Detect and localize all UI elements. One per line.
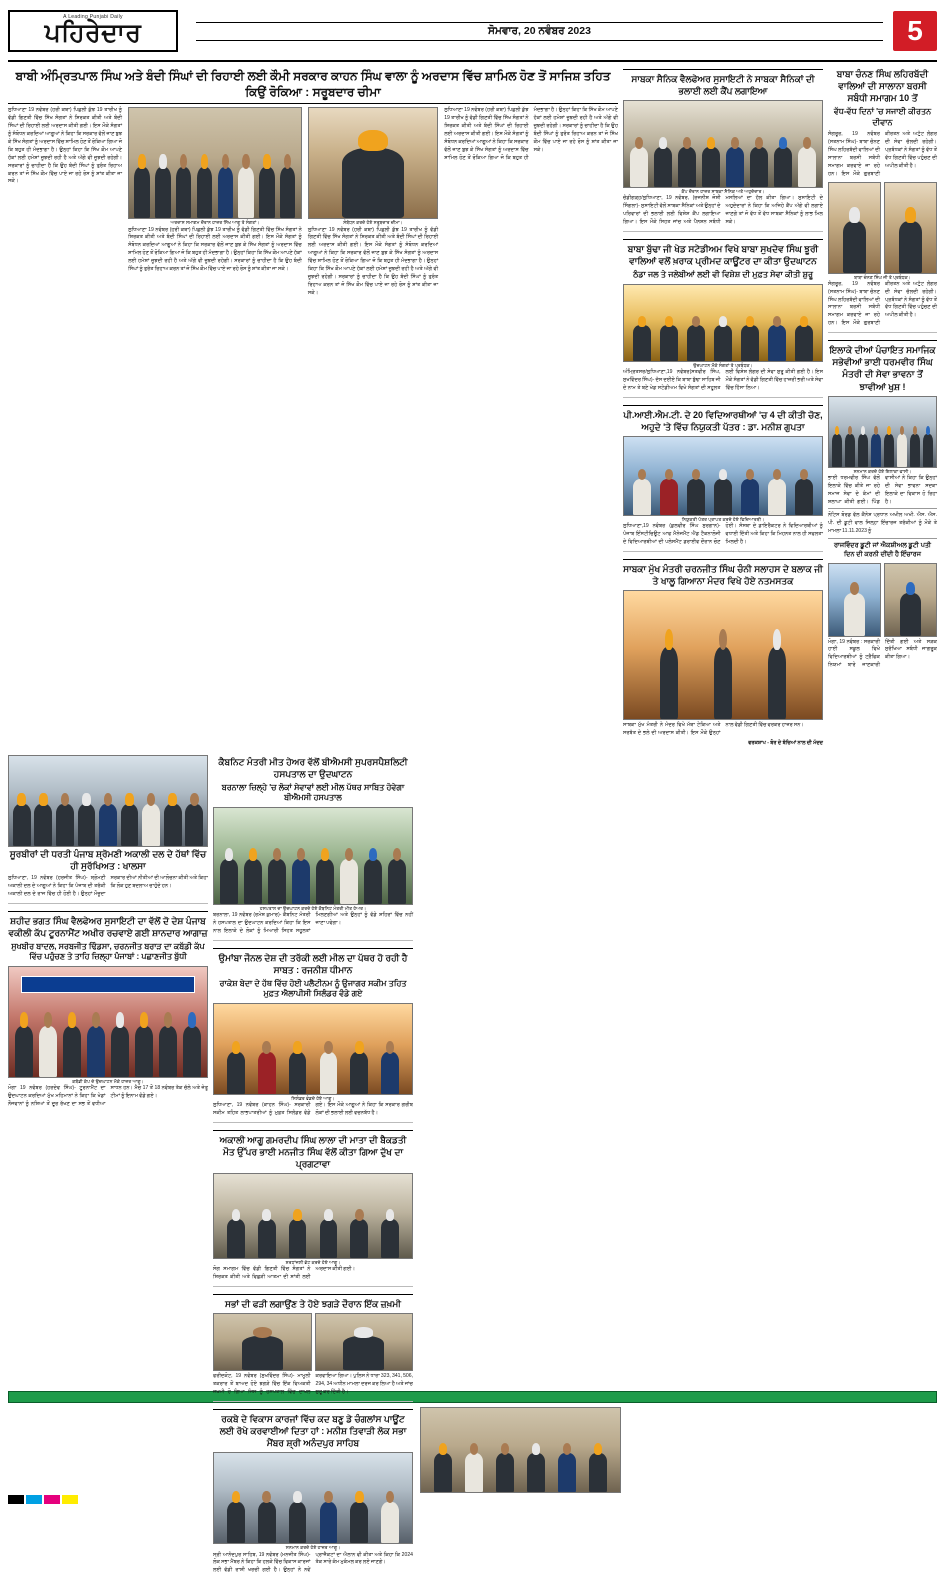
photo-caption: ਉਦਘਾਟਨ ਮੌਕੇ ਸੰਗਤਾਂ ਤੇ ਪ੍ਰਬੰਧਕ।: [693, 362, 753, 368]
logo-wordmark: ਪਹਿਰੇਦਾਰ: [44, 19, 142, 48]
photo-caption: ਹਸਪਤਾਲ ਦਾ ਉਦਘਾਟਨ ਕਰਦੇ ਹੋਏ ਕੈਬਨਿਟ ਮੰਤਰੀ ਮੀਤ ਹੇਅਰ।: [259, 905, 367, 911]
photo-caption: ਸ਼ਰਧਾਂਜਲੀ ਭੇਟ ਕਰਦੇ ਹੋਏ ਆਗੂ।: [285, 1260, 341, 1266]
article-body: ਭਾਈ ਧਰਮਵੀਰ ਸਿੰਘ ਵੱਲੋਂ ਇਲਾਕੇ ਵਿੱਚ ਕੀਤੇ ਜਾ ਰਹੇ ਸਮਾਜ ਸੇਵਾ ਦੇ ਕੰਮਾਂ ਦੀ ਸ਼ਲਾਘਾ ਕੀਤੀ ਗਈ। ਪਿੰਡ ਵਾਸੀਆਂ ਨੇ ਕਿਹਾ ਕਿ ਉਨ੍ਹਾਂ ਦੀ ਸੇਵਾ ਭਾਵਨਾ ਸਦਕਾ ਇਲਾਕੇ ਦਾ ਵਿਕਾਸ ਹੋ ਰਿਹਾ ਹੈ।: [828, 474, 937, 505]
lead-photo-1: [128, 107, 302, 219]
article-body: ਬਰਨਾਲਾ, 19 ਨਵੰਬਰ (ਰਮੇਸ਼ ਕੁਮਾਰ)- ਕੈਬਨਿਟ ਮੰਤਰੀ ਨੇ ਹਸਪਤਾਲ ਦਾ ਉਦਘਾਟਨ ਕਰਦਿਆਂ ਕਿਹਾ ਕਿ ਇਸ ਨਾਲ ਇਲਾਕੇ ਦੇ ਲੋਕਾਂ ਨੂੰ ਮਿਆਰੀ ਸਿਹਤ ਸਹੂਲਤਾਂ ਮਿਲਣਗੀਆਂ ਅਤੇ ਉਨ੍ਹਾਂ ਨੂੰ ਵੱਡੇ ਸ਼ਹਿਰਾਂ ਵਿੱਚ ਨਹੀਂ ਜਾਣਾ ਪਵੇਗਾ।: [213, 912, 413, 934]
photo-caption: ਬਾਬਾ ਚੰਨਣ ਸਿੰਘ ਜੀ ਤੇ ਪ੍ਰਬੰਧਕ।: [854, 274, 911, 280]
article-subheadline: ਵੱਧ-ਵੱਧ ਦਿਨਾਂ 'ਚ ਸਜਾਈ ਕੀਰਤਨ ਦੀਵਾਨ: [833, 107, 932, 127]
article-body-cont: ਸੰਗਰੂਰ, 19 ਨਵੰਬਰ (ਸਤਨਾਮ ਸਿੰਘ)- ਬਾਬਾ ਚੰਨਣ ਸਿੰਘ ਲਹਿਰਬੱਦੀ ਵਾਲਿਆਂ ਦੀ ਸਾਲਾਨਾ ਬਰਸੀ ਸਬੰਧੀ ਸਮਾਗਮ ਕਰਵਾਏ ਜਾ ਰਹੇ ਹਨ। ਇਸ ਮੌਕੇ ਗੁਰਬਾਣੀ ਕੀਰਤਨ ਅਤੇ ਅਟੁੱਟ ਲੰਗਰ ਦੀ ਸੇਵਾ ਚੱਲਦੀ ਰਹੇਗੀ। ਪ੍ਰਬੰਧਕਾਂ ਨੇ ਸੰਗਤਾਂ ਨੂੰ ਵੱਧ ਤੋਂ ਵੱਧ ਗਿਣਤੀ ਵਿੱਚ ਪਹੁੰਚਣ ਦੀ ਅਪੀਲ ਕੀਤੀ ਹੈ।: [828, 280, 937, 327]
article-photo: [623, 590, 823, 720]
article-body: ਸਾਬਕਾ ਮੁੱਖ ਮੰਤਰੀ ਨੇ ਮੰਦਰ ਵਿਖੇ ਮੱਥਾ ਟੇਕਿਆ ਅਤੇ ਸਰਬੱਤ ਦੇ ਭਲੇ ਦੀ ਅਰਦਾਸ ਕੀਤੀ। ਇਸ ਮੌਕੇ ਉਨ੍ਹਾਂ ਨਾਲ ਵੱਡੀ ਗਿਣਤੀ ਵਿੱਚ ਵਰਕਰ ਹਾਜ਼ਰ ਸਨ।: [623, 721, 804, 736]
article-body: ਸੰਗਰੂਰ, 19 ਨਵੰਬਰ (ਸਤਨਾਮ ਸਿੰਘ)- ਬਾਬਾ ਚੰਨਣ ਸਿੰਘ ਲਹਿਰਬੱਦੀ ਵਾਲਿਆਂ ਦੀ ਸਾਲਾਨਾ ਬਰਸੀ ਸਬੰਧੀ ਸਮਾਗਮ ਕਰਵਾਏ ਜਾ ਰਹੇ ਹਨ। ਇਸ ਮੌਕੇ ਗੁਰਬਾਣੀ ਕੀਰਤਨ ਅਤੇ ਅਟੁੱਟ ਲੰਗਰ ਦੀ ਸੇਵਾ ਚੱਲਦੀ ਰਹੇਗੀ। ਪ੍ਰਬੰਧਕਾਂ ਨੇ ਸੰਗਤਾਂ ਨੂੰ ਵੱਧ ਤੋਂ ਵੱਧ ਗਿਣਤੀ ਵਿੱਚ ਪਹੁੰਚਣ ਦੀ ਅਪੀਲ ਕੀਤੀ ਹੈ।: [828, 131, 937, 177]
article-headline: ਬਾਬਾ ਚੰਨਣ ਸਿੰਘ ਲਹਿਰਬੱਦੀ ਵਾਲਿਆਂ ਦੀ ਸਾਲਾਨਾ ਬਰਸੀ ਸਬੰਧੀ ਸਮਾਗਮ 10 ਤੋਂ: [836, 69, 929, 104]
article-baba-budha-stadium: [623, 237, 823, 398]
lead-photo-1-caption: ਅਰਦਾਸ ਸਮਾਗਮ ਦੌਰਾਨ ਹਾਜ਼ਰ ਸਿੱਖ ਆਗੂ ਤੇ ਸੰਗਤਾਂ।: [170, 220, 260, 226]
lead-photo-2: [308, 107, 438, 219]
article-photo-left: [828, 182, 881, 274]
page-number: 5: [893, 11, 937, 51]
article-headline: ਬਾਬਾ ਬੁੱਢਾ ਜੀ ਖੇਡ ਸਟੇਡੀਅਮ ਵਿਖੇ ਬਾਬਾ ਸੁਖਦੇਵ ਸਿੰਘ ਝੂਰੀ ਵਾਲਿਆਂ ਵਲੋਂ ਖ਼ਰਾਕ ਪ੍ਰੀਮਦ ਕਾਊਂਟਰ ਦਾ ਕੀਤਾ ਉਦਘਾਟਨ: [627, 244, 819, 267]
column-lead: [8, 67, 618, 750]
article-body: ਲੁਧਿਆਣਾ, 19 ਨਵੰਬਰ (ਕਾਹਨ ਸਿੰਘ)- ਸਰਕਾਰੀ ਸਕੀਮ ਤਹਿਤ ਲਾਭਪਾਤਰੀਆਂ ਨੂੰ ਮੁਫ਼ਤ ਸਿਲੰਡਰ ਵੰਡੇ ਗਏ। ਇਸ ਮੌਕੇ ਆਗੂਆਂ ਨੇ ਕਿਹਾ ਕਿ ਸਰਕਾਰ ਗਰੀਬ ਲੋਕਾਂ ਦੀ ਭਲਾਈ ਲਈ ਵਚਨਬੱਧ ਹੈ।: [213, 1101, 413, 1116]
article-body: ਸ੍ਰੀ ਆਨੰਦਪੁਰ ਸਾਹਿਬ, 19 ਨਵੰਬਰ (ਮਨਜੀਤ ਸਿੰਘ)- ਲੋਕ ਸਭਾ ਮੈਂਬਰ ਨੇ ਕਿਹਾ ਕਿ ਹਲਕੇ ਵਿੱਚ ਵਿਕਾਸ ਕਾਰਜਾਂ ਲਈ ਵੱਡੀ ਰਾਸ਼ੀ ਖਰਚੀ ਗਈ ਹੈ। ਉਨ੍ਹਾਂ ਨੇ ਨਵੇਂ ਪ੍ਰਾਜੈਕਟਾਂ ਦਾ ਐਲਾਨ ਵੀ ਕੀਤਾ ਅਤੇ ਕਿਹਾ ਕਿ 2024 ਤੱਕ ਸਾਰੇ ਕੰਮ ਮੁਕੰਮਲ ਕਰ ਲਏ ਜਾਣਗੇ।: [213, 1551, 413, 1574]
article-lead-amritpal: [8, 67, 618, 302]
article-photo-2: [828, 563, 881, 637]
lead-photo-2-caption: ਸੰਬੋਧਨ ਕਰਦੇ ਹੋਏ ਸਰੂਬਦਾਰ ਚੀਮਾ।: [343, 220, 403, 226]
masthead: [8, 6, 937, 62]
article-subheadline: ਸੁਖਬੀਰ ਬਾਦਲ, ਸਰਬਜੀਤ ਢਿੰਡਸਾ, ਚਰਨਜੀਤ ਬਰਾੜ ਦਾ ਕਬੱਡੀ ਕੱਪ ਵਿੱਚ ਪਹੁੰਚਣ ਤੇ ਤਾਹਿ ਜ਼ਿਲ੍ਹਾ ਪੰਜਾਬਾਂ : ਪਛਾਣਜੀਤ ਬੁੱਧੀ: [11, 942, 205, 962]
article-kabaddi-cup: [8, 909, 208, 1113]
article-headline: ਅਕਾਲੀ ਆਗੂ ਗਮਰਦੀਪ ਸਿੰਘ ਲਾਲਾ ਦੀ ਮਾਤਾ ਦੀ ਬੈਕਡਤੀ ਮੌਤ ਉੱਪਰ ਭਾਈ ਮਨਜੀਤ ਸਿੰਘ ਵੱਲੋਂ ਕੀਤਾ ਗਿਆ ਦੁੱਖ ਦਾ ਪ੍ਰਗਟਾਵਾ: [219, 1134, 407, 1169]
bottom-photo: [420, 1407, 621, 1493]
article-headline: ਉਮਾਂਬਾ ਜੌਨਲ ਦੇਸ਼ ਦੀ ਤਰੱਕੀ ਲਈ ਮੀਲ ਦਾ ਪੱਥਰ ਹੋ ਰਹੀ ਹੈ ਸਾਬਤ : ਰਜਨੀਸ਼ ਧੀਮਾਨ: [218, 952, 408, 975]
article-dharamveer-seva: [828, 338, 937, 674]
article-headline: ਸਭਾਂ ਦੀ ਫੜੀ ਲਗਾਉਂਣ ਤੇ ਹੋਏ ਝਗੜੇ ਦੌਰਾਨ ਇੱਕ ਜ਼ਖ਼ਮੀ: [225, 1299, 401, 1310]
photo-caption: ਕਬੱਡੀ ਕੱਪ ਦੇ ਉਦਘਾਟਨ ਮੌਕੇ ਹਾਜ਼ਰ ਆਗੂ।: [72, 1078, 144, 1084]
article-byline: ਵਰਕਸ਼ਾਪ - ਬੋਰ ਦੇ ਬੱਚਿਆਂ ਨਾਲ ਦੀ ਮੱਦਦ: [748, 739, 823, 746]
article-body: ਸੋਗ ਸਮਾਗਮ ਵਿੱਚ ਵੱਡੀ ਗਿਣਤੀ ਵਿੱਚ ਸੰਗਤਾਂ ਨੇ ਸ਼ਿਰਕਤ ਕੀਤੀ ਅਤੇ ਵਿਛੜੀ ਆਤਮਾ ਦੀ ਸ਼ਾਂਤੀ ਲਈ ਅਰਦਾਸ ਕੀਤੀ ਗਈ।: [213, 1266, 355, 1281]
article-headline: ਸਾਬਕਾ ਸੈਨਿਕ ਵੈਲਫੇਅਰ ਸੁਸਾਇਟੀ ਨੇ ਸਾਬਕਾ ਸੈਨਿਕਾਂ ਦੀ ਭਲਾਈ ਲਈ ਕੈਂਪ ਲਗਾਇਆ: [631, 74, 815, 97]
article-photo: [828, 396, 937, 468]
article-body: ਲੁਧਿਆਣਾ,19 ਨਵੰਬਰ (ਕੁਲਵੀਰ ਸਿੰਘ ਸੁਰਗਾਨ)- ਪੰਜਾਬ ਇੰਸਟੀਚਿਊਟ ਆਫ ਮੈਨੇਜਮੈਂਟ ਐਂਡ ਟੈਕਨਾਲੋਜੀ ਦੇ ਵਿਦਿਆਰਥੀਆਂ ਦੀ ਪਲੇਸਮੈਂਟ ਡਰਾਈਵ ਦੌਰਾਨ ਚੋਣ ਹੋਈ। ਸੰਸਥਾ ਦੇ ਡਾਇਰੈਕਟਰ ਨੇ ਵਿਦਿਆਰਥੀਆਂ ਨੂੰ ਵਧਾਈ ਦਿੱਤੀ ਅਤੇ ਕਿਹਾ ਕਿ ਮਿਹਨਤ ਨਾਲ ਹੀ ਸਫਲਤਾ ਮਿਲਦੀ ਹੈ।: [623, 523, 823, 545]
article-body: ਮੋਗਾ 19 ਨਵੰਬਰ (ਹਰਦੇਵ ਸਿੰਘ)- ਟੂਰਨਾਮੈਂਟ ਦਾ ਉਦਘਾਟਨ ਕਰਦਿਆਂ ਮੁੱਖ ਮਹਿਮਾਨਾਂ ਨੇ ਕਿਹਾ ਕਿ ਖੇਡਾਂ ਨੌਜਵਾਨਾਂ ਨੂੰ ਨਸ਼ਿਆਂ ਤੋਂ ਦੂਰ ਰੱਖਣ ਦਾ ਸਭ ਤੋਂ ਵਧੀਆ ਸਾਧਨ ਹਨ। ਮੈਚ 17 ਤੋਂ 18 ਨਵੰਬਰ ਤੱਕ ਚੱਲੇ ਅਤੇ ਜੇਤੂ ਟੀਮਾਂ ਨੂੰ ਇਨਾਮ ਵੰਡੇ ਗਏ।: [8, 1084, 208, 1107]
article-photo: [623, 284, 823, 362]
article-photo-3: [884, 563, 937, 637]
column-1: [623, 67, 823, 750]
article-photo-right: [315, 1313, 414, 1371]
article-chanan-singh-barsi: [828, 67, 937, 333]
article-condolence: [213, 1128, 413, 1287]
article-fight-injury: [213, 1292, 413, 1402]
article-pimt-placement: [623, 403, 823, 552]
article-note3: ਮੋਗਾ, 19 ਨਵੰਬਰ : ਸਰਕਾਰੀ ਹਾਈ ਸਕੂਲ ਵਿਖੇ ਵਿਦਿਆਰਥੀਆਂ ਨੂੰ ਟ੍ਰੈਫਿਕ ਨਿਯਮਾਂ ਬਾਰੇ ਜਾਣਕਾਰੀ ਦਿੱਤੀ ਗਈ ਅਤੇ ਸੜਕ ਸੁਰੱਖਿਆ ਸਬੰਧੀ ਜਾਗਰੂਕ ਕੀਤਾ ਗਿਆ।: [828, 638, 937, 669]
bottom-body-1: [8, 1407, 208, 1494]
event-banner: [21, 976, 195, 994]
column-4: [213, 755, 413, 1579]
article-photo: [213, 807, 413, 905]
article-bmc-hospital: [213, 755, 413, 941]
article-photo: [623, 436, 823, 516]
article-photo-right: [884, 182, 937, 274]
article-photo: [213, 1003, 413, 1095]
article-photo: [623, 100, 823, 188]
article-body: ਲੁਧਿਆਣਾ, 19 ਨਵੰਬਰ (ਹਰਜੀਤ ਸਿੰਘ)- ਸ਼੍ਰੋਮਣੀ ਅਕਾਲੀ ਦਲ ਦੇ ਆਗੂਆਂ ਨੇ ਕਿਹਾ ਕਿ ਪੰਜਾਬ ਦੀ ਤਰੱਕੀ ਅਕਾਲੀ ਦਲ ਦੇ ਰਾਜ ਵਿੱਚ ਹੀ ਹੋਈ ਹੈ। ਉਨ੍ਹਾਂ ਮੌਜੂਦਾ ਸਰਕਾਰ ਦੀਆਂ ਨੀਤੀਆਂ ਦੀ ਆਲੋਚਨਾ ਕੀਤੀ ਅਤੇ ਕਿਹਾ ਕਿ ਲੋਕ ਹੁਣ ਬਦਲਾਅ ਚਾਹੁੰਦੇ ਹਨ।: [8, 875, 208, 897]
photo-caption: ਸਿਲੰਡਰ ਵੰਡਦੇ ਹੋਏ ਆਗੂ।: [291, 1095, 335, 1101]
article-photo-left: [213, 1313, 312, 1371]
article-channi-temple: [623, 557, 823, 750]
article-headline: ਸਾਬਕਾ ਮੁੱਖ ਮੰਤਰੀ ਚਰਨਜੀਤ ਸਿੰਘ ਚੰਨੀ ਸਲਾਹਸ ਦੇ ਬਲਾਕ ਜੀ ਤੇ ਖਾਲੂ ਗਿਆਨਾ ਮੰਦਰ ਵਿਖੇ ਹੋਏ ਨਤਮਸਤਕ: [623, 563, 823, 586]
lead-body-right: ਲੁਧਿਆਣਾ 19 ਨਵੰਬਰ (ਹਰੀ ਕਥਾ) ਪਿਛਲੀ ਕੁੱਝ 19 ਤਾਰੀਖ ਨੂੰ ਵੱਡੀ ਗਿਣਤੀ ਵਿੱਚ ਸਿੱਖ ਸੰਗਤਾਂ ਨੇ ਸ਼ਿਰਕਤ ਕੀਤੀ ਅਤੇ ਬੰਦੀ ਸਿੰਘਾਂ ਦੀ ਰਿਹਾਈ ਲਈ ਅਰਦਾਸ ਕੀਤੀ ਗਈ। ਇਸ ਮੌਕੇ ਸੰਗਤਾਂ ਨੂੰ ਸੰਬੋਧਨ ਕਰਦਿਆਂ ਆਗੂਆਂ ਨੇ ਕਿਹਾ ਕਿ ਸਰਕਾਰ ਵੱਲੋਂ ਜਾਣ ਬੁਝ ਕੇ ਸਿੱਖ ਸੰਗਤਾਂ ਨੂੰ ਅਰਦਾਸ ਵਿੱਚ ਸ਼ਾਮਿਲ ਹੋਣ ਤੋਂ ਰੋਕਿਆ ਗਿਆ ਜੋ ਕਿ ਬਹੁਤ ਹੀ ਮੰਦਭਾਗਾ ਹੈ। ਉਨ੍ਹਾਂ ਕਿਹਾ ਕਿ ਸਿੱਖ ਕੌਮ ਆਪਣੇ ਹੱਕਾਂ ਲਈ ਹਮੇਸ਼ਾਂ ਜੂਝਦੀ ਰਹੀ ਹੈ ਅਤੇ ਅੱਗੇ ਵੀ ਜੂਝਦੀ ਰਹੇਗੀ। ਸਰਕਾਰਾਂ ਨੂੰ ਚਾਹੀਦਾ ਹੈ ਕਿ ਉਹ ਬੰਦੀ ਸਿੰਘਾਂ ਨੂੰ ਤੁਰੰਤ ਰਿਹਾਅ ਕਰਨ ਤਾਂ ਜੋ ਸਿੱਖ ਕੌਮ ਵਿੱਚ ਪਾਏ ਜਾ ਰਹੇ ਰੋਸ ਨੂੰ ਸ਼ਾਂਤ ਕੀਤਾ ਜਾ ਸਕੇ।: [307, 226, 439, 296]
article-sainik-welfare: [623, 67, 823, 232]
registration-bar-right: [8, 1495, 937, 1504]
photo-caption: ਨਿਯੁਕਤੀ ਪੱਤਰ ਪ੍ਰਾਪਤ ਕਰਦੇ ਹੋਏ ਵਿਦਿਆਰਥੀ।: [681, 516, 765, 522]
logo-tagline: A Leading Punjabi Daily: [63, 14, 123, 21]
article-akali-punjab: [8, 755, 208, 904]
article-body: ਫਰੀਦਕੋਟ, 19 ਨਵੰਬਰ (ਸੁਖਵਿੰਦਰ ਸਿੰਘ)- ਮਾਮੂਲੀ ਤਕਰਾਰ ਤੋਂ ਬਾਅਦ ਹੋਏ ਝਗੜੇ ਵਿੱਚ ਇੱਕ ਵਿਅਕਤੀ ਜ਼ਖ਼ਮੀ ਹੋ ਗਿਆ ਜਿਸ ਨੂੰ ਹਸਪਤਾਲ ਵਿੱਚ ਦਾਖਲ ਕਰਵਾਇਆ ਗਿਆ। ਪੁਲਿਸ ਨੇ ਧਾਰਾ 323, 341, 506, 294, 34 ਅਧੀਨ ਮਾਮਲਾ ਦਰਜ ਕਰ ਲਿਆ ਹੈ ਅਤੇ ਜਾਂਚ ਸ਼ੁਰੂ ਕਰ ਦਿੱਤੀ ਹੈ।: [213, 1373, 413, 1396]
bottom-body-3: [627, 1407, 937, 1494]
lead-headline: ਬਾਬੀ ਅੰਮ੍ਰਿਤਪਾਲ ਸਿੰਘ ਅਤੇ ਬੰਦੀ ਸਿੰਘਾਂ ਦੀ ਰਿਹਾਈ ਲਈ ਕੌਮੀ ਸਰਕਾਰ ਕਾਹਨ ਸਿੰਘ ਵਾਲਾ ਨੂੰ ਅਰਦਾਸ ਵਿੱਚ ਸ਼ਾਮਿਲ ਹੋਣ ਤੋਂ ਸਾਜਿਸ਼ ਤਹਿਤ ਕਿਉਂ ਰੋਕਿਆ : ਸਰੂਬਦਾਰ ਚੀਮਾ: [15, 69, 611, 100]
masthead-date-area: [186, 22, 893, 41]
article-body: ਅੰਮ੍ਰਿਤਸਰ/ਲੁਧਿਆਣਾ,19 ਨਵੰਬਰ(ਸਤਵੀਰ ਸਿੰਘ, ਸੁਖਵਿੰਦਰ ਸਿੰਘ)- ਦੱਸ ਦਈਏ ਕਿ ਬਾਬਾ ਬੁੱਢਾ ਸਾਹਿਬ ਜੀ ਦੇ ਨਾਮ ਤੇ ਬਣੇ ਖੇਡ ਸਟੇਡੀਅਮ ਵਿਖੇ ਸੰਗਤਾਂ ਦੀ ਸਹੂਲਤ ਲਈ ਵਿਸ਼ੇਸ਼ ਲੰਗਰ ਦੀ ਸੇਵਾ ਸ਼ੁਰੂ ਕੀਤੀ ਗਈ ਹੈ। ਇਸ ਮੌਕੇ ਸੰਗਤਾਂ ਨੇ ਵੱਡੀ ਗਿਣਤੀ ਵਿੱਚ ਹਾਜ਼ਰੀ ਭਰੀ ਅਤੇ ਸੇਵਾ ਵਿੱਚ ਹਿੱਸਾ ਲਿਆ।: [623, 368, 823, 391]
photo-caption: ਸਨਮਾਨ ਕਰਦੇ ਹੋਏ ਹਾਜ਼ਰ ਆਗੂ।: [285, 1545, 341, 1551]
bottom-grid: [8, 1407, 937, 1494]
article-headline: ਸ਼ਹੀਦ ਭਗਤ ਸਿੰਘ ਵੈਲਫੇਅਰ ਸੁਸਾਇਟੀ ਦਾ ਵੱਲੋਂ ਦੋ ਦੇਸ਼ ਪੰਜਾਬ ਵਕੀਲੀ ਕੱਪ ਟੂਰਨਾਮੈਂਟ ਅਖੀਰ ਰਚਵਾਏ ਗਈ ਸ਼ਾਨਦਾਰ ਆਗਾਜ਼: [8, 915, 208, 938]
photo-caption: ਸਨਮਾਨ ਕਰਦੇ ਹੋਏ ਇਲਾਕਾ ਵਾਸੀ।: [853, 468, 912, 474]
issue-date: ਸੋਮਵਾਰ, 20 ਨਵੰਬਰ 2023: [196, 22, 883, 41]
article-headline: ਪੀ.ਆਈ.ਐਮ.ਟੀ. ਦੇ 20 ਵਿਦਿਆਰਥੀਆਂ 'ਚ 4 ਦੀ ਕੀਤੀ ਚੋਣ, ਅਹੁਦੇ 'ਤੇ ਵਿੱਚ ਨਿਯੁਕਤੀ ਪੱਤਰ : ਡਾ. ਮਨੀਸ਼ ਗੁਪਤਾ: [623, 409, 823, 432]
article-note: ਨੋਟਿਸ ਬੋਰਡ ਵੱਲ ਕੈਨੇਸ਼ ਪ੍ਰਧਾਨ ਅਖੀਲ ਅਖੀ. ਐਸ. ਐਸ. ਪੀ. ਦੀ ਡੂਟੀ ਵਾਲ ਜਿਲ੍ਹਾ ਇੰਚਾਰਜ ਤਰੱਕੀਆਂ ਨੂੰ ਮੌਕੇ ਤੇ ਮਾਮਲਾ 11.11.2023 ਨੂੰ: [828, 512, 937, 535]
lead-body-far: ਲੁਧਿਆਣਾ 19 ਨਵੰਬਰ (ਹਰੀ ਕਥਾ) ਪਿਛਲੀ ਕੁੱਝ 19 ਤਾਰੀਖ ਨੂੰ ਵੱਡੀ ਗਿਣਤੀ ਵਿੱਚ ਸਿੱਖ ਸੰਗਤਾਂ ਨੇ ਸ਼ਿਰਕਤ ਕੀਤੀ ਅਤੇ ਬੰਦੀ ਸਿੰਘਾਂ ਦੀ ਰਿਹਾਈ ਲਈ ਅਰਦਾਸ ਕੀਤੀ ਗਈ। ਇਸ ਮੌਕੇ ਸੰਗਤਾਂ ਨੂੰ ਸੰਬੋਧਨ ਕਰਦਿਆਂ ਆਗੂਆਂ ਨੇ ਕਿਹਾ ਕਿ ਸਰਕਾਰ ਵੱਲੋਂ ਜਾਣ ਬੁਝ ਕੇ ਸਿੱਖ ਸੰਗਤਾਂ ਨੂੰ ਅਰਦਾਸ ਵਿੱਚ ਸ਼ਾਮਿਲ ਹੋਣ ਤੋਂ ਰੋਕਿਆ ਗਿਆ ਜੋ ਕਿ ਬਹੁਤ ਹੀ ਮੰਦਭਾਗਾ ਹੈ। ਉਨ੍ਹਾਂ ਕਿਹਾ ਕਿ ਸਿੱਖ ਕੌਮ ਆਪਣੇ ਹੱਕਾਂ ਲਈ ਹਮੇਸ਼ਾਂ ਜੂਝਦੀ ਰਹੀ ਹੈ ਅਤੇ ਅੱਗੇ ਵੀ ਜੂਝਦੀ ਰਹੇਗੀ। ਸਰਕਾਰਾਂ ਨੂੰ ਚਾਹੀਦਾ ਹੈ ਕਿ ਉਹ ਬੰਦੀ ਸਿੰਘਾਂ ਨੂੰ ਤੁਰੰਤ ਰਿਹਾਅ ਕਰਨ ਤਾਂ ਜੋ ਸਿੱਖ ਕੌਮ ਵਿੱਚ ਪਾਏ ਜਾ ਰਹੇ ਰੋਸ ਨੂੰ ਸ਼ਾਂਤ ਕੀਤਾ ਜਾ ਸਕੇ।: [444, 107, 618, 161]
article-photo: [213, 1173, 413, 1259]
article-body: ਚੰਡੀਗੜ੍ਹ/ਲੁਧਿਆਣਾ, 19 ਨਵੰਬਰ, (ਰਜਨੀਸ਼ ਜੋਸ਼ੀ ਸਿੰਗਲਾ)- ਸੁਸਾਇਟੀ ਵੱਲੋਂ ਸਾਬਕਾ ਸੈਨਿਕਾਂ ਅਤੇ ਉਨ੍ਹਾਂ ਦੇ ਪਰਿਵਾਰਾਂ ਦੀ ਭਲਾਈ ਲਈ ਵਿਸ਼ੇਸ਼ ਕੈਂਪ ਲਗਾਇਆ ਗਿਆ। ਇਸ ਮੌਕੇ ਸਿਹਤ ਜਾਂਚ ਅਤੇ ਪੈਨਸ਼ਨ ਸਬੰਧੀ ਮਸਲਿਆਂ ਦਾ ਹੱਲ ਕੀਤਾ ਗਿਆ। ਸੁਸਾਇਟੀ ਦੇ ਅਹੁਦੇਦਾਰਾਂ ਨੇ ਕਿਹਾ ਕਿ ਅਜਿਹੇ ਕੈਂਪ ਅੱਗੇ ਵੀ ਲਗਾਏ ਜਾਣਗੇ ਤਾਂ ਜੋ ਵੱਧ ਤੋਂ ਵੱਧ ਸਾਬਕਾ ਸੈਨਿਕਾਂ ਨੂੰ ਲਾਭ ਮਿਲ ਸਕੇ।: [623, 195, 823, 226]
article-headline: ਇਲਾਕੇ ਦੀਆਂ ਪੰਚਾਇਤ ਸਮਾਜਿਕ ਸਭੇਵੀਆਂ ਭਾਈ ਧਰਮਵੀਰ ਸਿੰਘ ਮੰਤਰੀ ਦੀ ਸੇਵਾ ਭਾਵਨਾ ਤੋਂ ਝਾਵੀਆਂ ਖੁਸ਼ !: [829, 345, 936, 392]
bottom-section: [8, 1391, 937, 1494]
lead-body-left: ਲੁਧਿਆਣਾ 19 ਨਵੰਬਰ (ਹਰੀ ਕਥਾ) ਪਿਛਲੀ ਕੁੱਝ 19 ਤਾਰੀਖ ਨੂੰ ਵੱਡੀ ਗਿਣਤੀ ਵਿੱਚ ਸਿੱਖ ਸੰਗਤਾਂ ਨੇ ਸ਼ਿਰਕਤ ਕੀਤੀ ਅਤੇ ਬੰਦੀ ਸਿੰਘਾਂ ਦੀ ਰਿਹਾਈ ਲਈ ਅਰਦਾਸ ਕੀਤੀ ਗਈ। ਇਸ ਮੌਕੇ ਸੰਗਤਾਂ ਨੂੰ ਸੰਬੋਧਨ ਕਰਦਿਆਂ ਆਗੂਆਂ ਨੇ ਕਿਹਾ ਕਿ ਸਰਕਾਰ ਵੱਲੋਂ ਜਾਣ ਬੁਝ ਕੇ ਸਿੱਖ ਸੰਗਤਾਂ ਨੂੰ ਅਰਦਾਸ ਵਿੱਚ ਸ਼ਾਮਿਲ ਹੋਣ ਤੋਂ ਰੋਕਿਆ ਗਿਆ ਜੋ ਕਿ ਬਹੁਤ ਹੀ ਮੰਦਭਾਗਾ ਹੈ। ਉਨ੍ਹਾਂ ਕਿਹਾ ਕਿ ਸਿੱਖ ਕੌਮ ਆਪਣੇ ਹੱਕਾਂ ਲਈ ਹਮੇਸ਼ਾਂ ਜੂਝਦੀ ਰਹੀ ਹੈ ਅਤੇ ਅੱਗੇ ਵੀ ਜੂਝਦੀ ਰਹੇਗੀ। ਸਰਕਾਰਾਂ ਨੂੰ ਚਾਹੀਦਾ ਹੈ ਕਿ ਉਹ ਬੰਦੀ ਸਿੰਘਾਂ ਨੂੰ ਤੁਰੰਤ ਰਿਹਾਅ ਕਰਨ ਤਾਂ ਜੋ ਸਿੱਖ ਕੌਮ ਵਿੱਚ ਪਾਏ ਜਾ ਰਹੇ ਰੋਸ ਨੂੰ ਸ਼ਾਂਤ ਕੀਤਾ ਜਾ ਸਕੇ।: [8, 107, 123, 185]
photo-caption: ਕੈਂਪ ਦੌਰਾਨ ਹਾਜ਼ਰ ਸਾਬਕਾ ਸੈਨਿਕ ਅਤੇ ਅਹੁਦੇਦਾਰ।: [681, 189, 765, 195]
newspaper-logo: [8, 10, 178, 51]
bottom-photo-wrap: [420, 1407, 621, 1494]
article-photo-top: [8, 755, 208, 847]
article-note2-headline: ਰਾਜਵਿੰਦਰ ਡੂਟੀ ਜਾਂ ਐਕਸ਼ੀਅਲ ਡੂਟੀ ਪਤੀ ਦਿਨ ਦੀ ਕਰਨੀ ਦੀਂਦੀ ਹੈ ਇੰਚਾਰਜ: [833, 542, 932, 558]
lead-body-mid: ਲੁਧਿਆਣਾ 19 ਨਵੰਬਰ (ਹਰੀ ਕਥਾ) ਪਿਛਲੀ ਕੁੱਝ 19 ਤਾਰੀਖ ਨੂੰ ਵੱਡੀ ਗਿਣਤੀ ਵਿੱਚ ਸਿੱਖ ਸੰਗਤਾਂ ਨੇ ਸ਼ਿਰਕਤ ਕੀਤੀ ਅਤੇ ਬੰਦੀ ਸਿੰਘਾਂ ਦੀ ਰਿਹਾਈ ਲਈ ਅਰਦਾਸ ਕੀਤੀ ਗਈ। ਇਸ ਮੌਕੇ ਸੰਗਤਾਂ ਨੂੰ ਸੰਬੋਧਨ ਕਰਦਿਆਂ ਆਗੂਆਂ ਨੇ ਕਿਹਾ ਕਿ ਸਰਕਾਰ ਵੱਲੋਂ ਜਾਣ ਬੁਝ ਕੇ ਸਿੱਖ ਸੰਗਤਾਂ ਨੂੰ ਅਰਦਾਸ ਵਿੱਚ ਸ਼ਾਮਿਲ ਹੋਣ ਤੋਂ ਰੋਕਿਆ ਗਿਆ ਜੋ ਕਿ ਬਹੁਤ ਹੀ ਮੰਦਭਾਗਾ ਹੈ। ਉਨ੍ਹਾਂ ਕਿਹਾ ਕਿ ਸਿੱਖ ਕੌਮ ਆਪਣੇ ਹੱਕਾਂ ਲਈ ਹਮੇਸ਼ਾਂ ਜੂਝਦੀ ਰਹੀ ਹੈ ਅਤੇ ਅੱਗੇ ਵੀ ਜੂਝਦੀ ਰਹੇਗੀ। ਸਰਕਾਰਾਂ ਨੂੰ ਚਾਹੀਦਾ ਹੈ ਕਿ ਉਹ ਬੰਦੀ ਸਿੰਘਾਂ ਨੂੰ ਤੁਰੰਤ ਰਿਹਾਅ ਕਰਨ ਤਾਂ ਜੋ ਸਿੱਖ ਕੌਮ ਵਿੱਚ ਪਾਏ ਜਾ ਰਹੇ ਰੋਸ ਨੂੰ ਸ਼ਾਂਤ ਕੀਤਾ ਜਾ ਸਕੇ।: [128, 226, 302, 273]
article-subheadline: ਠੰਡਾ ਜਲ ਤੇ ਜਲੇਬੀਆਂ ਲਈ ਵੀ ਵਿਸ਼ੇਸ਼ ਦੀ ਮੁਫ਼ਤ ਸੇਵਾ ਕੀਤੀ ਸ਼ੁਰੂ: [633, 270, 813, 280]
content-grid: [8, 67, 937, 1574]
article-subheadline: ਬਰਨਾਲਾ ਜ਼ਿਲ੍ਹੇ 'ਚ ਲੋਕਾਂ ਸੇਵਾਵਾਂ ਲਈ ਮੀਲ ਪੱਥਰ ਸਾਬਿਤ ਹੋਵੇਗਾ ਬੀਐਮਸੀ ਹਸਪਤਾਲ: [221, 783, 405, 803]
column-2: [828, 67, 937, 750]
article-lpg-scheme: [213, 946, 413, 1123]
article-photo: [8, 966, 208, 1078]
article-headline: ਸੂਰਬੀਰਾਂ ਦੀ ਧਰਤੀ ਪੰਜਾਬ ਸ਼੍ਰੋਮਣੀ ਅਕਾਲੀ ਦਲ ਦੇ ਹੱਥਾਂ ਵਿੱਚ ਹੀ ਸੁਰੱਖਿਅਤ : ਖਾਲਸਾ: [9, 848, 207, 871]
article-subheadline: ਰਾਕੇਸ਼ ਬੇਦਾ ਦੇ ਹੱਥ ਵਿੱਚ ਹੋਈ ਪਲੈਟੀਨਮ ਨੂੰ ਉਜਾਗਰ ਸਕੀਮ ਤਹਿਤ ਮੁਫ਼ਤ ਐਲਾਪੀਸੀ ਸਿਲੰਡਰ ਵੰਡੇ ਗਏ: [219, 978, 407, 999]
article-headline: ਰਕਬੇ ਦੇ ਵਿਕਾਸ ਕਾਰਜਾਂ ਵਿੱਚ ਕਦ ਬਣੂ ਡੇ ਚੰਗਲਾਂਸ ਪਾਊਂਟ ਲਈ ਰੋਖੇ ਕਰਵਾਈਆਂ ਦਿਤਾ ਹਾਂ : ਮਨੀਸ਼ ਤਿਵਾੜੀ ਲੋਕ ਸਭਾ ਮੈਂਬਰ ਸ਼੍ਰੀ ਅਨੰਦਪੁਰ ਸਾਹਿਬ: [219, 1413, 407, 1449]
article-headline: ਕੈਬਨਿਟ ਮੰਤਰੀ ਮੀਤ ਹੇਅਰ ਵੱਲੋਂ ਬੀਐਮਸੀ ਸੁਪਰਸਪੈਸ਼ਲਿਟੀ ਹਸਪਤਾਲ ਦਾ ਉਦਘਾਟਨ: [218, 756, 408, 779]
